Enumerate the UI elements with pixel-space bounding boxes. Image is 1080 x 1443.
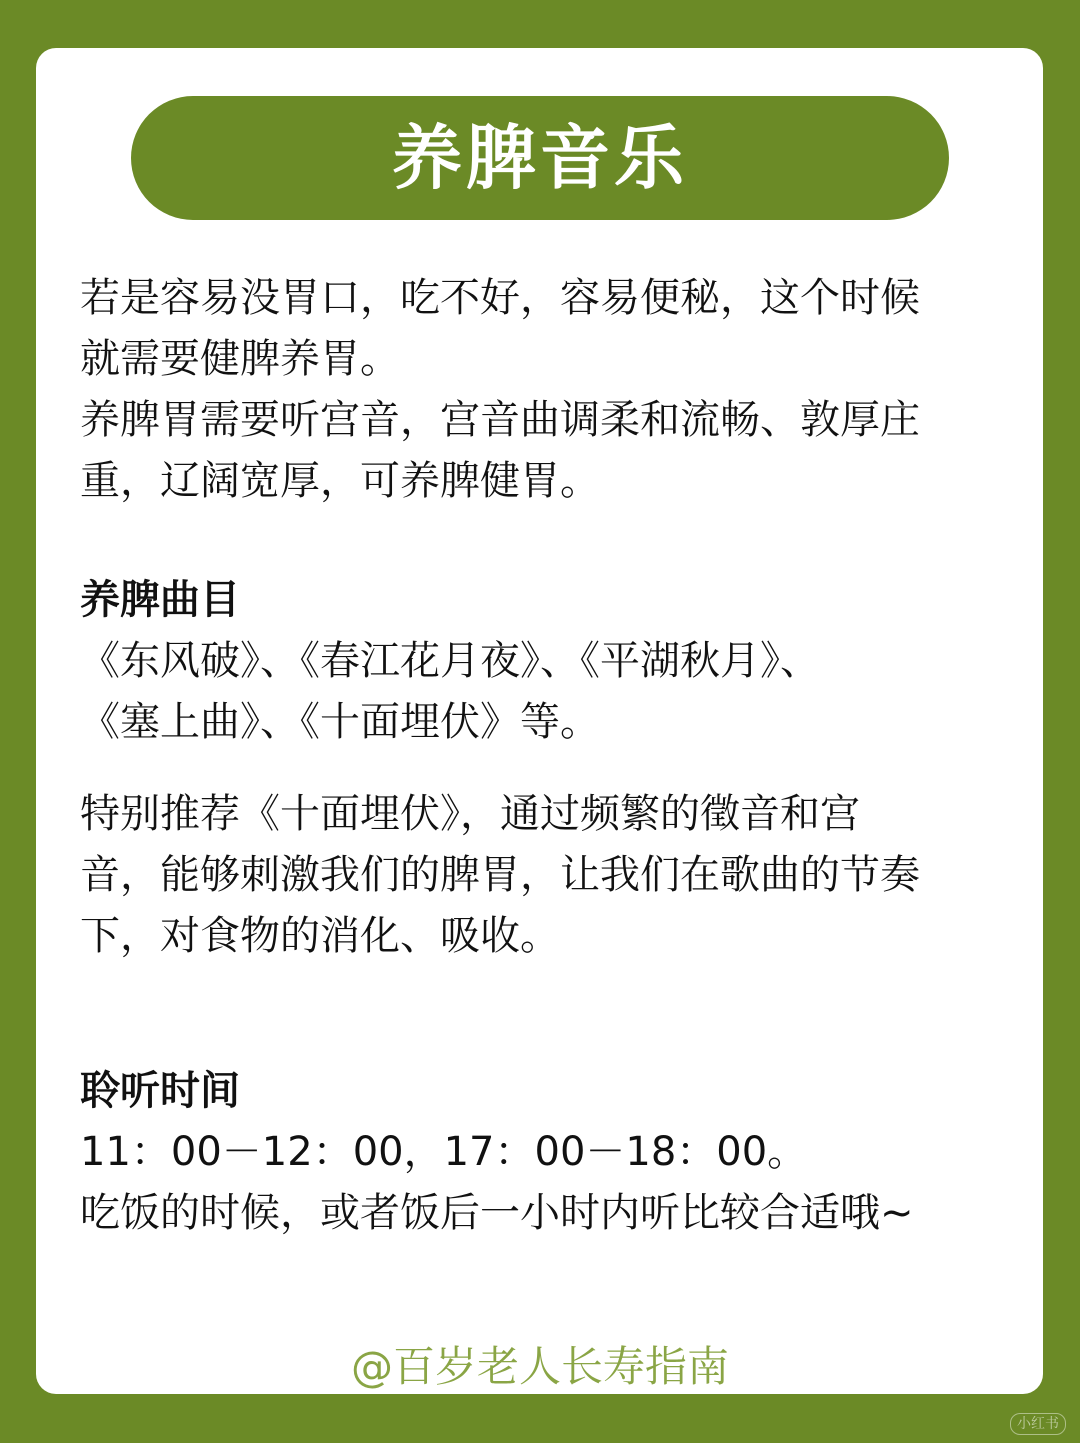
intro-line: 就需要健脾养胃。 <box>80 336 400 382</box>
intro-line: 重，辽阔宽厚，可养脾健胃。 <box>80 458 600 504</box>
listen-time-line: 吃饭的时候，或者饭后一小时内听比较合适哦~ <box>80 1190 914 1236</box>
page-title: 养脾音乐 <box>392 117 688 199</box>
intro-line: 若是容易没胃口，吃不好，容易便秘，这个时候 <box>80 275 920 321</box>
recommend-line: 音，能够刺激我们的脾胃，让我们在歌曲的节奏 <box>80 852 920 898</box>
songs-heading: 养脾曲目 <box>80 577 240 623</box>
listen-time-section <box>80 1061 1000 1244</box>
recommend-line: 下，对食物的消化、吸收。 <box>80 913 560 959</box>
author-handle: @百岁老人长寿指南 <box>350 1342 729 1391</box>
songs-section <box>80 570 1000 753</box>
songs-line: 《塞上曲》、《十面埋伏》等。 <box>80 699 600 745</box>
songs-line: 《东风破》、《春江花月夜》、《平湖秋月》、 <box>80 638 820 684</box>
intro-line: 养脾胃需要听宫音，宫音曲调柔和流畅、敦厚庄 <box>80 397 920 443</box>
recommend-paragraph <box>80 784 1000 967</box>
listen-time-line: 11：00－12：00，17：00－18：00。 <box>80 1129 808 1175</box>
intro-paragraph <box>80 268 1000 512</box>
recommend-line: 特别推荐《十面埋伏》，通过频繁的徵音和宫 <box>80 791 860 837</box>
title-banner <box>131 96 949 220</box>
platform-watermark: 小红书 <box>1010 1413 1066 1435</box>
listen-time-heading: 聆听时间 <box>80 1068 240 1114</box>
